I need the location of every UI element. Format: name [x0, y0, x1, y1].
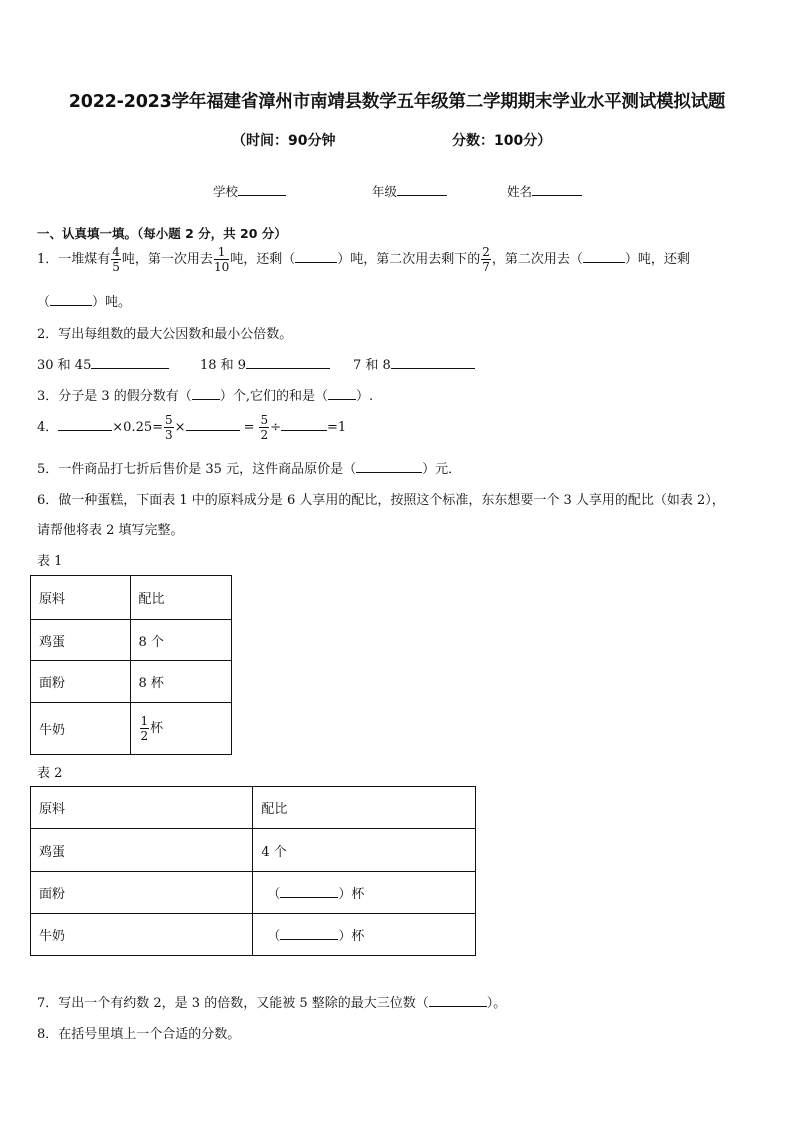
fraction-4-5: $\frac{4}{5}$: [112, 245, 120, 274]
table-2-header-material: 原料: [31, 787, 253, 829]
q1-text-e: ，第二次用去（: [491, 252, 583, 267]
section-heading: 一、认真填一填。（每小题 2 分，共 20 分）: [37, 226, 287, 241]
name-field: [507, 182, 582, 200]
grade-field: [372, 182, 447, 200]
q3-blank-2[interactable]: [328, 387, 356, 400]
q4-blank-2[interactable]: [186, 418, 240, 431]
question-1: [37, 246, 690, 273]
table-2-label: 表 2: [37, 766, 63, 781]
q2-blank-2[interactable]: [246, 356, 330, 369]
q7-blank[interactable]: [429, 994, 487, 1007]
fraction-5-3: $\frac{5}{3}$: [165, 413, 173, 442]
question-1-cont: [37, 291, 131, 310]
q2-blank-1[interactable]: [91, 356, 169, 369]
grade-label: 年级: [372, 184, 398, 199]
question-8: 8．在括号里填上一个合适的分数。: [37, 1027, 241, 1042]
table-row: 鸡蛋 4 个: [31, 829, 476, 872]
q2-pair-2: 18 和 9: [200, 354, 330, 373]
q1-text-f: ）吨，还剩: [624, 252, 690, 267]
table-row: [31, 576, 232, 620]
q1-text-g: （: [37, 295, 51, 310]
q2-blank-3[interactable]: [391, 356, 475, 369]
name-blank[interactable]: [532, 183, 582, 196]
table-row: 面粉 8 杯: [31, 661, 232, 703]
school-label: 学校: [213, 184, 239, 199]
fraction-5-2: $\frac{5}{2}$: [260, 413, 269, 442]
question-6-line-2: 请帮他将表 2 填写完整。: [37, 523, 184, 538]
table-1-header-material: 原料: [31, 576, 131, 620]
q4-blank-3[interactable]: [281, 418, 327, 431]
q1-blank-1[interactable]: [295, 250, 337, 263]
question-5: 5．一件商品打七折后售价是 35 元，这件商品原价是（ ）元．: [37, 462, 462, 477]
table-row: 牛奶 （ ）杯: [31, 914, 476, 956]
q1-text-c: 吨，还剩（: [230, 252, 296, 267]
q2-pair-1: 30 和 45: [37, 354, 169, 373]
fraction-1-2: $\frac{1}{2}$: [140, 714, 149, 743]
table-2-flour-blank[interactable]: [280, 885, 338, 898]
table-row: 面粉 （ ）杯: [31, 872, 476, 914]
q1-text-b: 吨，第一次用去: [121, 252, 213, 267]
q1-blank-3[interactable]: [50, 293, 92, 306]
q3-blank-1[interactable]: [192, 387, 220, 400]
table-1: [30, 575, 232, 755]
q2-pair-3: 7 和 8: [353, 354, 475, 373]
table-row: 鸡蛋 8 个: [31, 620, 232, 661]
q1-text-d: ）吨，第二次用去剩下的: [337, 252, 481, 267]
q5-blank[interactable]: [356, 460, 422, 473]
fraction-2-7: $\frac{2}{7}$: [482, 245, 490, 274]
exam-score: 分数：100分）: [452, 133, 552, 149]
question-3: 3．分子是 3 的假分数有（ ）个,它们的和是（ ）.: [37, 389, 374, 404]
table-2-header-ratio: 配比: [253, 787, 476, 829]
question-2: 2．写出每组数的最大公因数和最小公倍数。: [37, 327, 293, 342]
name-label: 姓名: [507, 184, 533, 199]
q1-blank-2[interactable]: [583, 250, 625, 263]
exam-time: （时间：90分钟: [232, 133, 336, 149]
school-blank[interactable]: [238, 183, 286, 196]
table-row: 牛奶 $\frac{1}{2}$ 杯: [31, 703, 232, 755]
table-row: [31, 787, 476, 829]
q1-text-a: 1．一堆煤有: [37, 252, 111, 267]
table-1-label: 表 1: [37, 554, 63, 569]
table-2: [30, 786, 476, 956]
table-1-header-ratio: 配比: [130, 576, 232, 620]
fraction-1-10: $\frac{1}{10}$: [213, 245, 230, 274]
question-4: 4． ×0.25= $\frac{5}{3}$ × = $\frac{5}{2}$ ÷ =1: [37, 413, 347, 442]
q4-blank-1[interactable]: [58, 418, 112, 431]
grade-blank[interactable]: [397, 183, 447, 196]
question-7: 7．写出一个有约数 2，是 3 的倍数，又能被 5 整除的最大三位数（ ）。: [37, 996, 507, 1011]
table-2-milk-blank[interactable]: [280, 927, 338, 940]
question-6-line-1: 6．做一种蛋糕，下面表 1 中的原料成分是 6 人享用的配比，按照这个标准，东东想要一个 3 人享用的配比（如表 2），: [37, 493, 725, 508]
q1-text-h: ）吨。: [92, 295, 132, 310]
page-title: 2022-2023学年福建省漳州市南靖县数学五年级第二学期期末学业水平测试模拟试题: [68, 92, 726, 112]
school-field: [213, 182, 286, 200]
